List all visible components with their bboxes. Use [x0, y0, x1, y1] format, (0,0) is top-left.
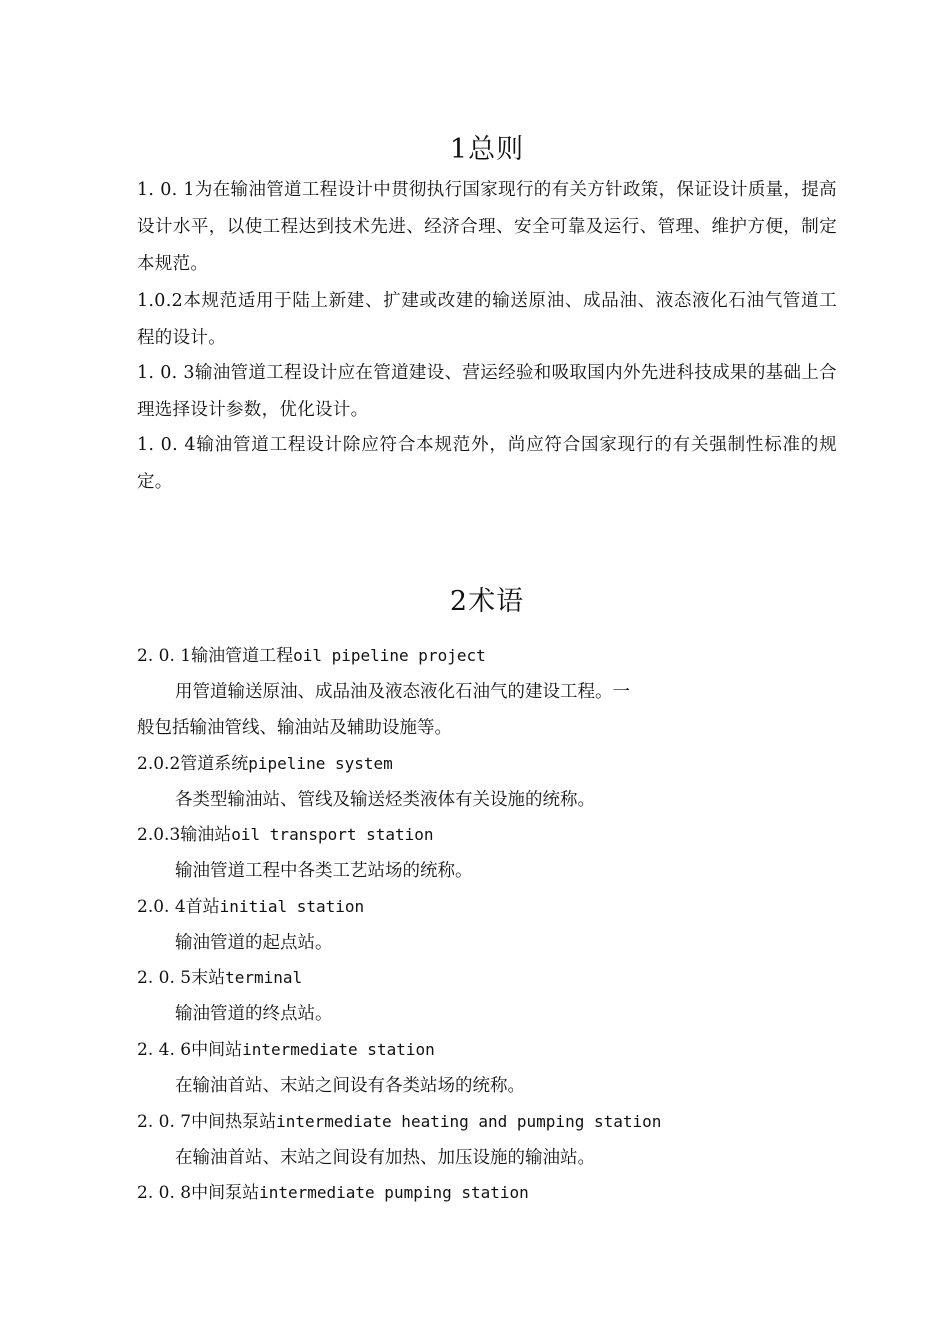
term-name: 首站	[185, 897, 220, 917]
term-definition: 各类型输油站、管线及输送烃类液体有关设施的统称。	[175, 790, 595, 810]
term-definition: 在输油首站、末站之间设有各类站场的统称。	[175, 1076, 525, 1096]
term-number: 2. 0. 8	[137, 1183, 192, 1203]
term-number: 2. 4. 6	[137, 1040, 192, 1060]
term-heading	[137, 823, 837, 847]
term-number: 2. 0. 5	[137, 968, 192, 988]
term-heading	[137, 895, 837, 919]
clause-1-0-2: 1.0.2本规范适用于陆上新建、扩建或改建的输送原油、成品油、液态液化石油气管道工程的设计。	[137, 291, 837, 348]
term-english: intermediate heating and pumping station	[276, 1112, 662, 1131]
section-1-title: 1总则	[449, 134, 525, 165]
term-name: 管道系统	[180, 754, 249, 774]
term-english: oil transport station	[231, 825, 434, 844]
term-definition: 输油管道工程中各类工艺站场的统称。	[175, 861, 473, 881]
term-number: 2. 0. 7	[137, 1112, 192, 1132]
term-definition-continued: 般包括输油管线、输油站及辅助设施等。	[137, 718, 452, 738]
term-heading	[137, 1038, 837, 1062]
term-english: terminal	[225, 968, 303, 987]
term-heading	[137, 1181, 837, 1205]
term-english: intermediate pumping station	[259, 1183, 529, 1202]
term-definition: 用管道输送原油、成品油及液态液化石油气的建设工程。一	[175, 682, 630, 702]
section-2-title: 2术语	[449, 586, 525, 617]
term-definition: 输油管道的起点站。	[175, 933, 333, 953]
term-english: intermediate station	[242, 1040, 435, 1059]
term-name: 输油站	[180, 825, 232, 845]
term-definition: 输油管道的终点站。	[175, 1004, 333, 1024]
term-definition: 在输油首站、末站之间设有加热、加压设施的输油站。	[175, 1148, 595, 1168]
clause-1-0-3: 1. 0. 3输油管道工程设计应在管道建设、营运经验和吸取国内外先进科技成果的基础上合理选择设计参数，优化设计。	[137, 363, 837, 420]
term-english: oil pipeline project	[293, 646, 486, 665]
term-english: pipeline system	[248, 754, 393, 773]
clause-1-0-1: 1. 0. 1为在输油管道工程设计中贯彻执行国家现行的有关方针政策，保证设计质量，提高设计水平，以使工程达到技术先进、经济合理、安全可靠及运行、管理、维护方便，制定本规范。	[137, 180, 837, 274]
term-heading	[137, 1110, 837, 1134]
clause-1-0-4: 1. 0. 4输油管道工程设计除应符合本规范外，尚应符合国家现行的有关强制性标准的规定。	[137, 435, 837, 492]
term-heading	[137, 966, 837, 990]
term-number: 2.0. 4	[137, 897, 186, 917]
term-english: initial station	[219, 897, 365, 916]
term-name: 中间泵站	[191, 1183, 260, 1203]
term-number: 2.0.2	[137, 754, 181, 774]
term-number: 2.0.3	[137, 825, 181, 845]
term-name: 中间站	[191, 1040, 243, 1060]
term-heading	[137, 752, 837, 776]
term-heading	[137, 644, 837, 668]
term-name: 中间热泵站	[191, 1112, 277, 1132]
term-number: 2. 0. 1	[137, 646, 192, 666]
term-name: 末站	[191, 968, 226, 988]
term-name: 输油管道工程	[191, 646, 294, 666]
